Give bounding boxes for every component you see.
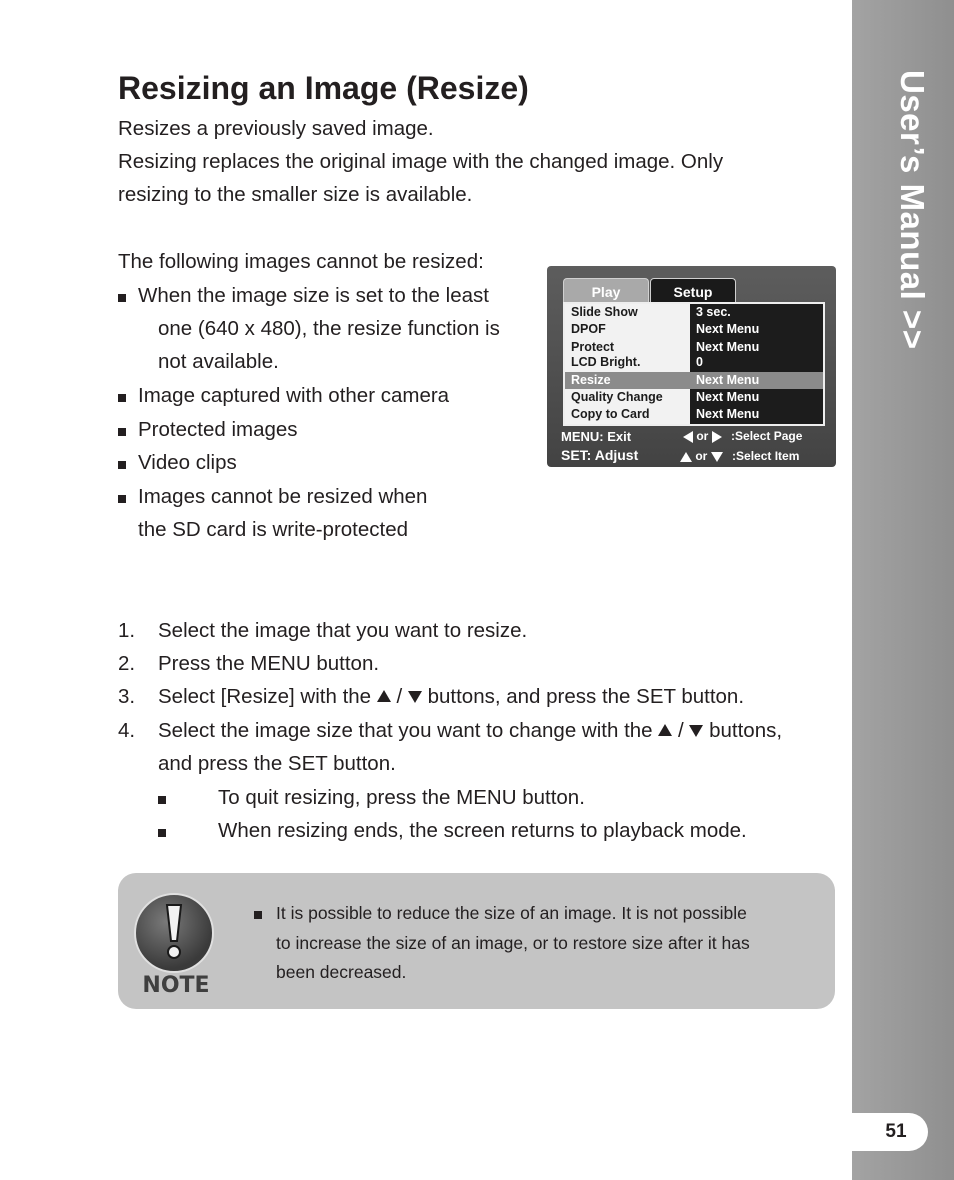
step-2-text: Press the MENU button.	[158, 652, 380, 675]
menu-row-value: Next Menu	[696, 322, 760, 336]
bullet-icon	[118, 428, 126, 436]
bullet-icon	[118, 495, 126, 503]
step-1-text: Select the image that you want to resize.	[158, 619, 528, 642]
step-4-number: 4.	[118, 719, 136, 742]
menu-row-value: Next Menu	[696, 390, 760, 404]
menu-row	[565, 354, 823, 371]
step-3-number: 3.	[118, 685, 136, 708]
note-line-1: It is possible to reduce the size of an image. It is not possible	[276, 903, 747, 923]
up-triangle-icon	[377, 690, 391, 702]
menu-row	[565, 304, 823, 321]
list-item-3: Protected images	[138, 418, 298, 441]
menu-row-value: Next Menu	[696, 340, 760, 354]
menu-row-label: Resize	[571, 373, 611, 387]
or-label: or	[695, 449, 708, 463]
bullet-icon	[118, 394, 126, 402]
left-arrow-icon	[683, 431, 693, 443]
select-item-hint	[680, 449, 799, 463]
up-triangle-icon	[658, 724, 672, 736]
select-page-label: :Select Page	[731, 429, 803, 443]
menu-row	[565, 389, 823, 406]
up-arrow-icon	[680, 452, 692, 462]
menu-row-label: Copy to Card	[571, 407, 650, 421]
step-4-line-2: and press the SET button.	[158, 752, 396, 775]
select-item-label: :Select Item	[732, 449, 800, 463]
side-title: User’s Manual >>	[894, 70, 931, 350]
down-triangle-icon	[689, 725, 703, 737]
menu-row-selected	[565, 372, 823, 389]
step-2-number: 2.	[118, 652, 136, 675]
list-item-1-line-3: not available.	[158, 350, 279, 373]
page-number: 51	[852, 1113, 928, 1151]
bullet-icon	[254, 911, 262, 919]
step-1-number: 1.	[118, 619, 136, 642]
list-item-5-line-2: the SD card is write-protected	[138, 518, 409, 541]
list-item-1-line-2: one (640 x 480), the resize function is	[158, 317, 500, 340]
step-4-text-b: buttons,	[709, 719, 783, 742]
menu-row-value: 3 sec.	[696, 305, 731, 319]
menu-row-label: Quality Change	[571, 390, 663, 404]
right-arrow-icon	[712, 431, 722, 443]
step-4-text	[158, 714, 782, 747]
bullet-icon	[158, 796, 166, 804]
menu-row	[565, 321, 823, 338]
camera-menu-screenshot	[547, 266, 836, 467]
cannot-intro: The following images cannot be resized:	[118, 250, 484, 273]
intro-line-3: resizing to the smaller size is available.	[118, 183, 473, 206]
intro-line-1: Resizes a previously saved image.	[118, 117, 434, 140]
down-triangle-icon	[408, 691, 422, 703]
menu-row-value: Next Menu	[696, 407, 760, 421]
exclamation-mark-icon	[136, 895, 212, 971]
set-adjust-hint: SET: Adjust	[561, 447, 639, 463]
select-page-hint	[683, 429, 802, 443]
down-arrow-icon	[711, 452, 723, 462]
menu-row-value: Next Menu	[696, 373, 760, 387]
note-text	[276, 899, 821, 988]
sub-bullet-2: When resizing ends, the screen returns to playback mode.	[218, 819, 747, 842]
menu-row-label: Slide Show	[571, 305, 638, 319]
menu-row-label: DPOF	[571, 322, 606, 336]
menu-row-label: Protect	[571, 340, 615, 354]
note-box	[118, 873, 835, 1009]
list-item-1-line-1: When the image size is set to the least	[138, 284, 489, 307]
or-label: or	[696, 429, 709, 443]
step-3-text-a: Select [Resize] with the	[158, 685, 372, 708]
note-line-3: been decreased.	[276, 962, 407, 982]
bullet-icon	[118, 294, 126, 302]
menu-panel	[563, 302, 825, 426]
note-label: NOTE	[142, 973, 210, 998]
slash: /	[396, 685, 403, 708]
tab-setup: Setup	[650, 278, 736, 303]
page-title: Resizing an Image (Resize)	[118, 70, 529, 106]
menu-exit-hint: MENU: Exit	[561, 429, 632, 444]
menu-row-value: 0	[696, 355, 703, 369]
menu-row-label: LCD Bright.	[571, 355, 641, 369]
step-3-text-b: buttons, and press the SET button.	[427, 685, 745, 708]
list-item-2: Image captured with other camera	[138, 384, 450, 407]
bullet-icon	[118, 461, 126, 469]
list-item-4: Video clips	[138, 451, 237, 474]
tab-play: Play	[563, 278, 649, 303]
slash: /	[677, 719, 684, 742]
bullet-icon	[158, 829, 166, 837]
step-3-text	[158, 680, 744, 713]
menu-row	[565, 406, 823, 423]
sub-bullet-1: To quit resizing, press the MENU button.	[218, 786, 585, 809]
step-4-text-a: Select the image size that you want to change with the	[158, 719, 653, 742]
exclamation-icon	[134, 893, 214, 973]
intro-line-2: Resizing replaces the original image with the changed image. Only	[118, 150, 724, 173]
list-item-5-line-1: Images cannot be resized when	[138, 485, 428, 508]
note-line-2: to increase the size of an image, or to restore size after it has	[276, 932, 750, 953]
